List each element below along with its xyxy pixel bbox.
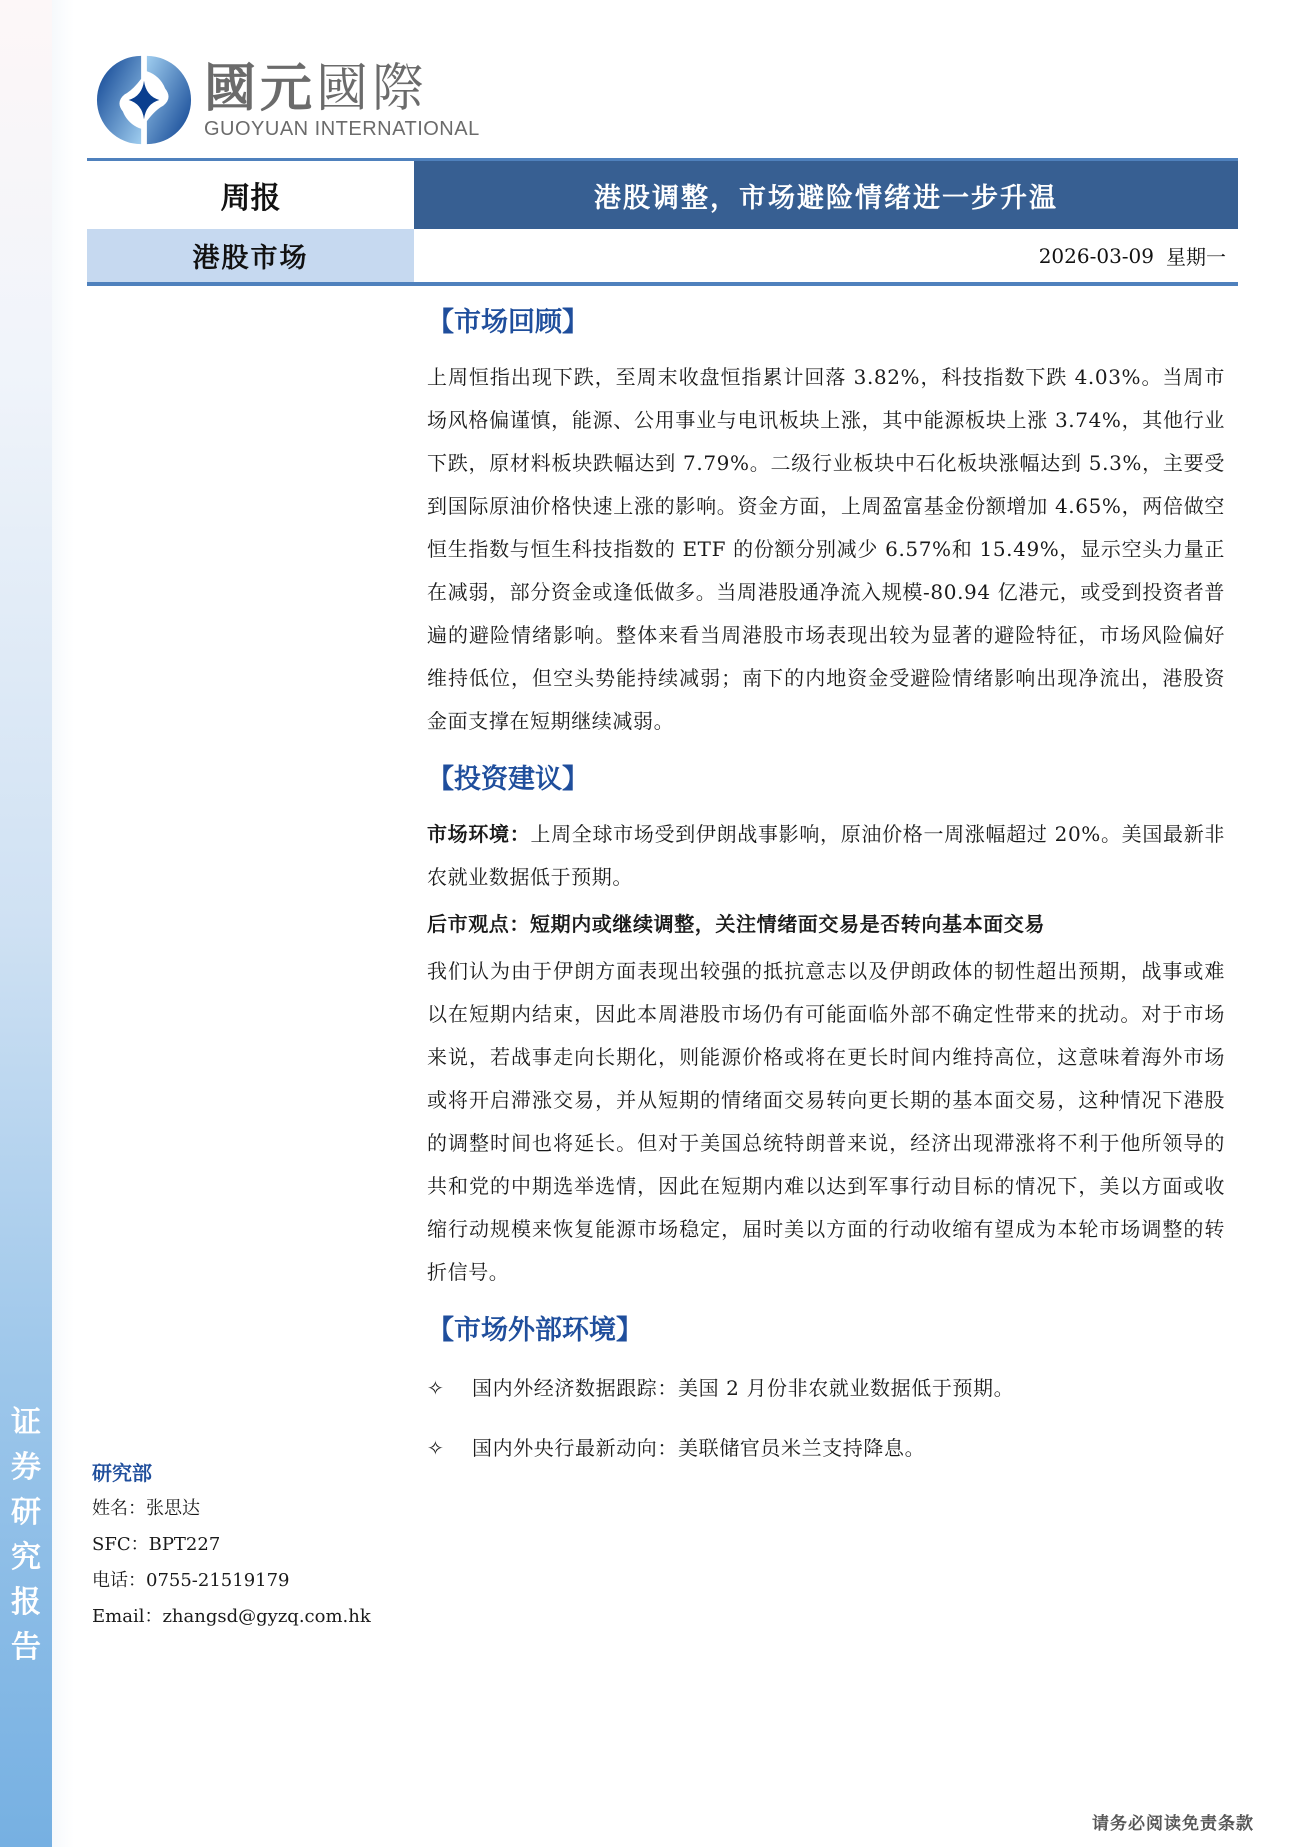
market-environment-text: 上周全球市场受到伊朗战事影响，原油价格一周涨幅超过 20%。美国最新非农就业数据低于预期。 <box>427 822 1226 889</box>
author-name: 姓名：张思达 <box>92 1498 200 1519</box>
report-date <box>414 229 1226 282</box>
list-item <box>427 1358 1225 1418</box>
section-title-investment-advice: 【投资建议】 <box>427 764 589 795</box>
vertical-label-securities-research-report <box>0 1400 52 1670</box>
date-value: 2026-03-09 <box>1038 243 1154 268</box>
market-review-paragraph: 上周恒指出现下跌，至周末收盘恒指累计回落 3.82%，科技指数下跌 4.03%。当周市场风格偏谨慎，能源、公用事业与电讯板块上涨，其中能源板块上涨 3.74%，其他行业下跌，原材料板块跌幅达到 7.79%。二级行业板块中石化板块涨幅达到 5.3%，主要受到国际原油价格快速上涨的影响。资金方面，上周盈富基金份额增加 4.65%，两倍做空恒生指数与恒生科技指数的 ETF 的份额分别减少 6.57%和 15.49%，显示空头力量正在减弱，部分资金或逢低做多。当周港股通净流入规模-80.94 亿港元，或受到投资者普遍的避险情绪影响。整体来看当周港股市场表现出较为显著的避险特征，市场风险偏好维持低位，但空头势能持续减弱；南下的内地资金受避险情绪影响出现净流出，港股资金面支撑在短期继续减弱。 <box>427 365 1225 733</box>
vertical-char: 报 <box>11 1585 41 1620</box>
disclaimer-footer: 请务必阅读免责条款 <box>1092 1814 1254 1834</box>
section-title-external-environment: 【市场外部环境】 <box>427 1315 643 1346</box>
list-item-text: 国内外央行最新动向：美联储官员米兰支持降息。 <box>472 1436 926 1460</box>
vertical-char: 证 <box>11 1405 41 1440</box>
outlook-paragraph: 我们认为由于伊朗方面表现出较强的抵抗意志以及伊朗政体的韧性超出预期，战事或难以在短期内结束，因此本周港股市场仍有可能面临外部不确定性带来的扰动。对于市场来说，若战事走向长期化，则能源价格或将在更长时间内维持高位，这意味着海外市场或将开启滞涨交易，并从短期的情绪面交易转向更长期的基本面交易，这种情况下港股的调整时间也将延长。但对于美国总统特朗普来说，经济出现滞涨将不利于他所领导的共和党的中期选举选情，因此在短期内难以达到军事行动目标的情况下，美以方面或收缩行动规模来恢复能源市场稳定，届时美以方面的行动收缩有望成为本轮市场调整的转折信号。 <box>427 959 1225 1284</box>
author-email[interactable]: Email：zhangsd@gyzq.com.hk <box>92 1606 371 1627</box>
external-environment-list <box>427 1358 1225 1478</box>
report-type: 周报 <box>220 181 281 216</box>
weekday-value: 星期一 <box>1166 245 1226 269</box>
author-department: 研究部 <box>92 1461 152 1485</box>
author-sfc: SFC：BPT227 <box>92 1534 221 1555</box>
report-title: 港股调整，市场避险情绪进一步升温 <box>414 161 1238 229</box>
logo-english-name: GUOYUAN INTERNATIONAL <box>204 118 480 140</box>
market-environment-paragraph <box>427 813 1225 899</box>
vertical-char: 告 <box>11 1630 41 1665</box>
logo-chinese-name: 國元國際 <box>204 59 429 119</box>
sparkle-bullet-icon: ✧ <box>427 1376 445 1400</box>
author-phone: 电话：0755-21519179 <box>92 1570 290 1591</box>
company-logo <box>96 52 480 148</box>
section-title-market-review: 【市场回顾】 <box>427 307 589 338</box>
outlook-heading: 后市观点：短期内或继续调整，关注情绪面交易是否转向基本面交易 <box>427 912 1045 936</box>
market-environment-label: 市场环境： <box>427 822 531 846</box>
guoyuan-logo-icon <box>96 52 192 148</box>
list-item-text: 国内外经济数据跟踪：美国 2 月份非农就业数据低于预期。 <box>472 1376 1015 1400</box>
sparkle-bullet-icon: ✧ <box>427 1436 445 1460</box>
vertical-char: 研 <box>11 1495 41 1530</box>
header-bottom-rule <box>87 282 1238 286</box>
report-body <box>427 300 1225 1478</box>
report-category: 港股市场 <box>87 229 414 282</box>
vertical-char: 究 <box>11 1540 41 1575</box>
side-fade <box>52 0 74 1847</box>
author-info <box>92 1455 371 1635</box>
list-item <box>427 1418 1225 1478</box>
vertical-char: 券 <box>11 1450 41 1485</box>
